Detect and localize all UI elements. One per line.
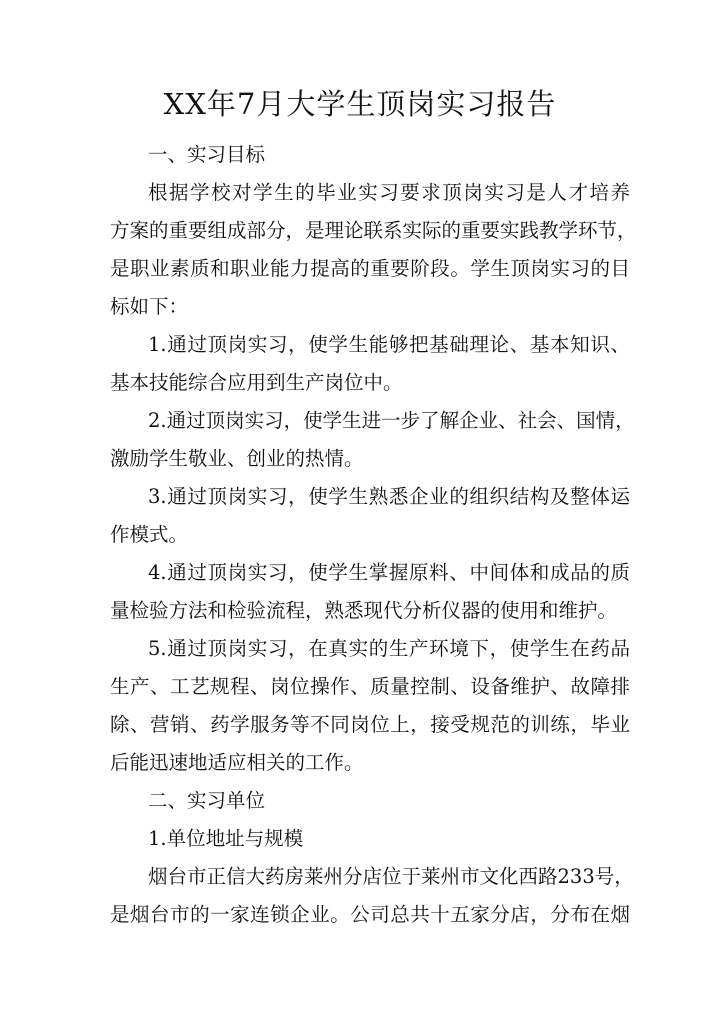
paragraph-line: 标如下：: [110, 295, 189, 318]
list-item-line: 量检验方法和检验流程，熟悉现代分析仪器的使用和维护。: [110, 599, 618, 622]
paragraph-line: 是职业素质和职业能力提高的重要阶段。学生顶岗实习的目: [110, 257, 630, 280]
paragraph-line: 方案的重要组成部分，是理论联系实际的重要实践教学环节，: [110, 219, 637, 242]
list-item-line: 4.通过顶岗实习，使学生掌握原料、中间体和成品的质: [148, 561, 630, 584]
list-item-line: 作模式。: [110, 523, 189, 546]
list-item-line: 激励学生敬业、创业的热情。: [110, 447, 364, 470]
list-item-line: 后能迅速地适应相关的工作。: [110, 751, 364, 774]
subsection-heading-address-scale: 1.单位地址与规模: [148, 827, 304, 850]
list-item-line: 3.通过顶岗实习，使学生熟悉企业的组织结构及整体运: [148, 485, 630, 508]
list-item-line: 生产、工艺规程、岗位操作、质量控制、设备维护、故障排: [110, 675, 630, 698]
list-item-line: 基本技能综合应用到生产岗位中。: [110, 371, 403, 394]
list-item-line: 除、营销、药学服务等不同岗位上，接受规范的训练，毕业: [110, 713, 630, 736]
list-item-line: 1.通过顶岗实习，使学生能够把基础理论、基本知识、: [148, 333, 630, 356]
paragraph-line: 是烟台市的一家连锁企业。公司总共十五家分店，分布在烟: [110, 903, 630, 926]
document-title: XX年7月大学生顶岗实习报告: [163, 87, 557, 121]
paragraph-line: 根据学校对学生的毕业实习要求顶岗实习是人才培养: [148, 181, 630, 204]
paragraph-line: 烟台市正信大药房莱州分店位于莱州市文化西路233号，: [148, 865, 634, 888]
list-item-line: 2.通过顶岗实习，使学生进一步了解企业、社会、国情，: [148, 409, 635, 432]
list-item-line: 5.通过顶岗实习，在真实的生产环境下，使学生在药品: [148, 637, 630, 660]
section-heading-internship-goals: 一、实习目标: [148, 143, 266, 166]
section-heading-internship-unit: 二、实习单位: [148, 789, 266, 812]
